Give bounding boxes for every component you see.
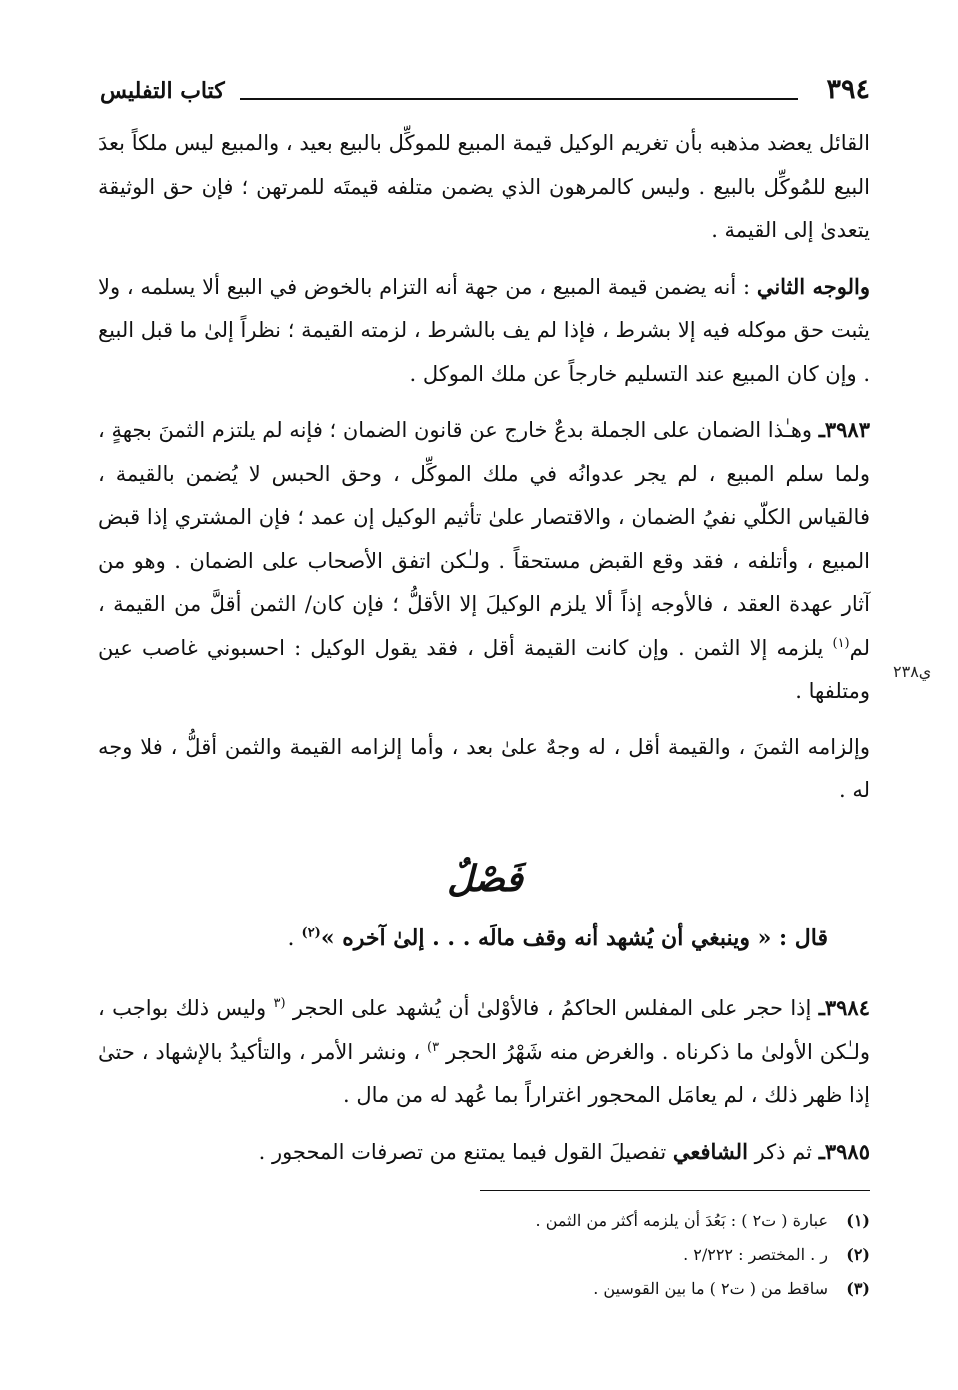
paragraph-2-text: : أنه يضمن قيمة المبيع ، من جهة أنه التزام بالخوض في البيع ألا يسلمه ، ولا يثبت حق موكله فيه إلا بشرط ، فإذا لم يف بالشرط ، لزمته القيمة ؛ نظراً إلىٰ ما قبل البيع . وإن كان المبيع عند التسليم خارجاً عن ملك الموكل . <box>98 274 870 386</box>
margin-note: ي٢٣٨ <box>893 662 932 681</box>
paragraph-3985 <box>98 1130 870 1175</box>
footnote-1-number: (١) <box>846 1211 870 1230</box>
header-rule <box>240 98 798 100</box>
footnote-ref-1[interactable]: (١) <box>832 635 850 651</box>
paragraph-3983-text-a: وهـٰذا الضمان على الجملة بدعٌ خارج عن قانون الضمان ؛ فإنه لم يلتزم الثمنَ بجهةٍ ، ولما سلم المبيع ، لم يجر عدوانُه في ملك الموكِّل ، وحق الحبس لا يُضمن بالقيمة ، فالقياس الكلّي نفيُ الضمان ، والاقتصار علىٰ تأثيم الوكيل إن عمد ؛ فإن المشتري إذا قبض المبيع ، وأتلفه ، فقد وقع القبض مستحقاً . ولـٰكن اتفق الأصحاب على الضمان . وهو من آثار عهدة العقد ، فالأوجه إذاً ألا يلزم الوكيلَ إلا الأقلُّ ؛ فإن كان/ الثمن أقلَّ من القيمة ، لم <box>98 418 870 660</box>
paragraph-3984-text-c: ، ونشر الأمر ، والتأكيدُ بالإشهاد ، حتىٰ إذا ظهر ذلك ، لم يعامَل المحجور اغتراراً بما عُهد له من مال . <box>98 1039 870 1107</box>
paragraph-3985-text-a: ثم ذكر <box>747 1139 819 1164</box>
footnote-separator <box>480 1190 870 1191</box>
footnote-2-text: ر . المختصر : ٢/٢٢٢ . <box>683 1245 828 1264</box>
paragraph-3983 <box>98 408 870 714</box>
paragraph-2-lead: والوجه الثاني <box>756 273 871 299</box>
main-text <box>98 122 870 825</box>
paragraph-2 <box>98 265 870 397</box>
paragraph-1 <box>98 122 870 253</box>
paragraph-3984 <box>98 986 870 1118</box>
footnote-ref-3-open[interactable]: (٣ <box>273 996 286 1011</box>
footnote-2-number: (٢) <box>846 1245 870 1264</box>
footnote-ref-3-close[interactable]: ٣) <box>427 1039 440 1055</box>
paragraph-1-text: القائل يعضد مذهبه بأن تغريم الوكيل قيمة المبيع للموكِّل بالبيع بعيد ، والمبيع ليس ملكاً بعدَ البيع للمُوكِّل بالبيع . وليس كالمرهون الذي يضمن متلفه قيمتَه للمرتهن ؛ فإن حق الوثيقة يتعدىٰ إلى القيمة . <box>98 131 870 242</box>
paragraph-3985-name: الشافعي <box>672 1138 748 1164</box>
footnote-2 <box>98 1238 870 1272</box>
paragraph-4-text: وإلزامه الثمنَ ، والقيمة أقل ، له وجهٌ علىٰ بعد ، وأما إلزامه القيمة والثمن أقلُّ ، فلا وجه له . <box>98 734 870 802</box>
quoted-statement-end: . <box>287 926 302 951</box>
paragraph-3983-text-b: يلزمه إلا الثمن . وإن كانت القيمة أقل ، فقد يقول الوكيل : احسبوني غاصب عين ومتلفها . <box>98 635 870 703</box>
footnotes <box>98 1204 870 1306</box>
paragraph-3985-number: ٣٩٨٥ـ <box>818 1138 870 1164</box>
paragraph-3984-text-b: وليس ذلك بواجب ، ولـٰكن الأولىٰ ما ذكرناه . والغرض منه شَهْرُ الحجر <box>98 996 870 1064</box>
fasl-title: فَصْلٌ <box>447 858 523 900</box>
paragraph-3984-text-a: إذا حجر على المفلس الحاكمُ ، فالأوْلىٰ أن يُشهد على الحجر <box>285 996 819 1020</box>
page-header <box>100 70 870 114</box>
paragraph-3984-number: ٣٩٨٤ـ <box>818 995 870 1020</box>
running-title: كتاب التفليس <box>100 78 225 104</box>
footnote-1 <box>98 1204 870 1238</box>
footnote-3-text: ساقط من ( ت٢ ) ما بين القوسين . <box>593 1279 828 1298</box>
footnote-ref-2[interactable]: (٢) <box>301 925 321 941</box>
quoted-statement-text: قال : « وينبغي أن يُشهد أنه وقف مالَه . . . إلىٰ آخره » <box>320 925 828 951</box>
section-heading <box>0 858 958 900</box>
paragraph-3985-text-b: تفصيلَ القول فيما يمتنع من تصرفات المحجور . <box>258 1139 673 1164</box>
main-text-continued <box>98 986 870 1186</box>
paragraph-4 <box>98 726 870 813</box>
page-number: ٣٩٤ <box>826 74 870 105</box>
paragraph-3983-number: ٣٩٨٣ـ <box>818 417 870 442</box>
quoted-statement <box>288 925 828 951</box>
footnote-3-number: (٣) <box>846 1279 870 1298</box>
footnote-3 <box>98 1272 870 1306</box>
footnote-1-text: عبارة ( ت٢ ) : بَعُدَ أن يلزمه أكثر من الثمن . <box>535 1211 828 1230</box>
